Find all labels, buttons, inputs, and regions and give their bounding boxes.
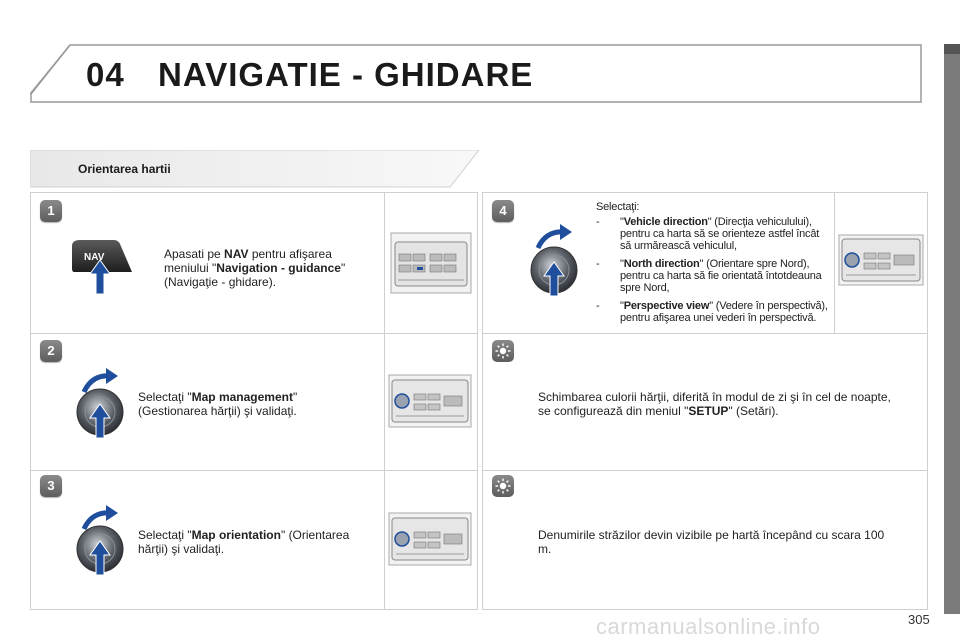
step-4-option-3: - "Perspective view" (Vedere în perspectivă), pentru afişarea unei vederi în perspectivă. — [596, 300, 828, 324]
divider — [482, 470, 928, 471]
step-badge-2: 2 — [40, 340, 62, 362]
step-badge-1: 1 — [40, 200, 62, 222]
nav-button-icon[interactable] — [70, 232, 140, 298]
divider — [30, 333, 478, 334]
page-title: NAVIGATIE - GHIDARE — [158, 56, 534, 93]
step-3-text: Selectaţi "Map orientation" (Orientarea hărţii) şi validaţi. — [138, 528, 350, 556]
step-2-text: Selectaţi "Map management" (Gestionarea hărţii) şi validaţi. — [138, 390, 298, 418]
tip-2-text: Denumirile străzilor devin vizibile pe hartă începând cu scara 100 m. — [538, 528, 885, 556]
step-badge-4: 4 — [492, 200, 514, 222]
step-badge-3: 3 — [40, 475, 62, 497]
rotary-knob-icon[interactable] — [524, 222, 588, 298]
section-title: Orientarea hartii — [78, 162, 171, 176]
divider — [30, 470, 478, 471]
radio-unit-nav-icon — [390, 232, 472, 294]
divider — [384, 192, 385, 610]
radio-unit-knob-icon — [838, 234, 924, 286]
tip-badge — [492, 340, 514, 362]
radio-unit-knob-icon — [388, 374, 472, 428]
step-1-text: Apasati pe NAV pentru afişarea meniului "Navigation - guidance" (Navigaţie - ghidare). — [164, 247, 346, 289]
step-4-option-1: - "Vehicle direction" (Direcţia vehiculului), pentru ca harta să se orienteze astfel încât să urmărească vehiculul, — [596, 216, 820, 252]
tip-badge — [492, 475, 514, 497]
side-tab-bar — [944, 44, 960, 614]
nav-button-label: NAV — [84, 252, 105, 263]
rotary-knob-icon[interactable] — [70, 503, 134, 577]
watermark: carmanualsonline.info — [596, 614, 821, 639]
lightbulb-icon — [495, 343, 511, 359]
section-banner — [30, 150, 480, 188]
tip-1-text: Schimbarea culorii hărţii, diferită în modul de zi şi în cel de noapte, se configurează din meniul "SETUP" (Setări). — [538, 390, 891, 418]
step-4-intro: Selectaţi: — [596, 201, 640, 213]
step-4-option-2: - "North direction" (Orientare spre Nord), pentru ca harta să fie orientată întotdeauna spre Nord, — [596, 258, 822, 294]
divider — [482, 333, 928, 334]
chapter-header — [30, 44, 922, 104]
rotary-knob-icon[interactable] — [70, 366, 134, 440]
chapter-number: 04 — [86, 56, 125, 93]
lightbulb-icon — [495, 478, 511, 494]
radio-unit-knob-icon — [388, 512, 472, 566]
page-number: 305 — [908, 612, 930, 627]
